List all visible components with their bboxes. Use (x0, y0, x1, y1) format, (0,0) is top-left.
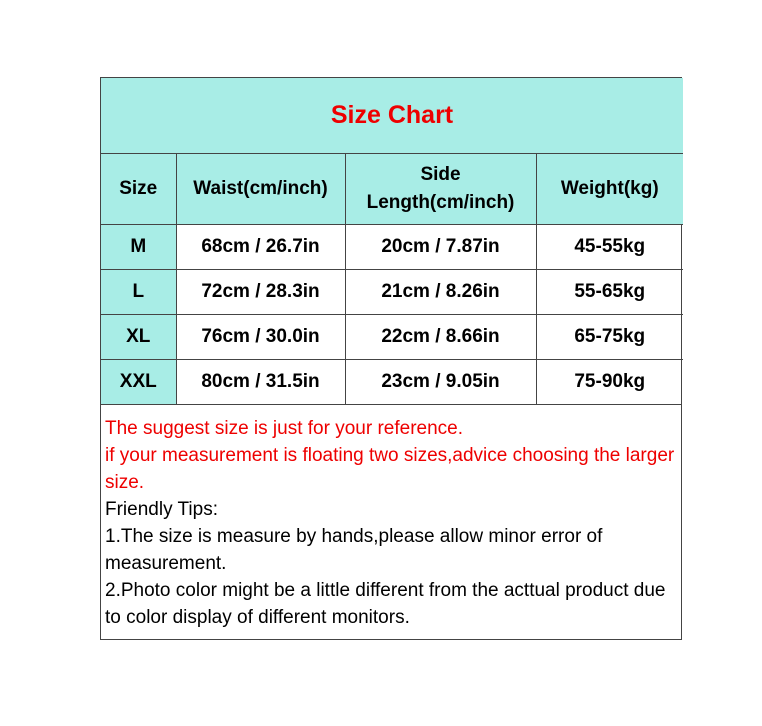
weight-cell: 45-55kg (536, 225, 683, 270)
table-row (101, 315, 683, 360)
table-row (101, 360, 683, 405)
chart-title: Size Chart (101, 78, 683, 154)
note-reference: The suggest size is just for your reference. (105, 418, 463, 439)
waist-cell: 80cm / 31.5in (176, 360, 345, 405)
header-waist: Waist(cm/inch) (176, 154, 345, 225)
size-chart (100, 77, 682, 640)
size-table (101, 78, 683, 404)
header-side-length-line1: Side (420, 164, 461, 185)
notes-section (101, 404, 681, 639)
side-length-cell: 23cm / 9.05in (345, 360, 536, 405)
header-weight: Weight(kg) (536, 154, 683, 225)
size-label: XL (101, 315, 176, 360)
weight-cell: 75-90kg (536, 360, 683, 405)
tip-photo-color: 2.Photo color might be a little different from the acttual product due to color display of different monitors. (105, 580, 666, 628)
side-length-cell: 22cm / 8.66in (345, 315, 536, 360)
waist-cell: 68cm / 26.7in (176, 225, 345, 270)
waist-cell: 76cm / 30.0in (176, 315, 345, 360)
tips-heading: Friendly Tips: (105, 499, 218, 520)
note-floating-sizes: if your measurement is floating two sizes,advice choosing the larger size. (105, 445, 675, 493)
size-label: L (101, 270, 176, 315)
side-length-cell: 21cm / 8.26in (345, 270, 536, 315)
weight-cell: 55-65kg (536, 270, 683, 315)
table-row (101, 270, 683, 315)
weight-cell: 65-75kg (536, 315, 683, 360)
tip-measure: 1.The size is measure by hands,please allow minor error of measurement. (105, 526, 603, 574)
header-side-length (345, 154, 536, 225)
header-size: Size (101, 154, 176, 225)
side-length-cell: 20cm / 7.87in (345, 225, 536, 270)
waist-cell: 72cm / 28.3in (176, 270, 345, 315)
header-side-length-line2: Length(cm/inch) (366, 192, 515, 213)
size-label: XXL (101, 360, 176, 405)
table-row (101, 225, 683, 270)
size-label: M (101, 225, 176, 270)
